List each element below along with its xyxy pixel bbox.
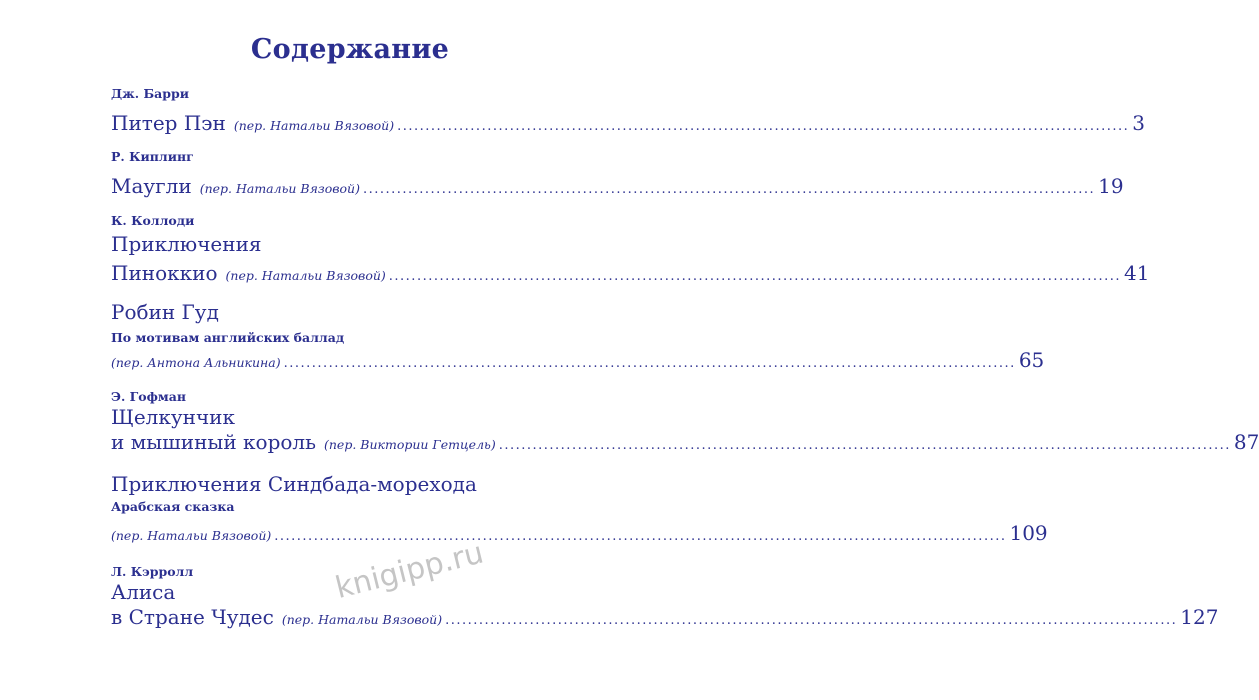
- entry-title: в Стране Чудес: [111, 605, 274, 629]
- entry-title: Питер Пэн: [111, 111, 226, 135]
- entry-page-number: 41: [1123, 261, 1150, 285]
- entry-translator: (пер. Натальи Вязовой): [199, 181, 360, 196]
- entry-author: Л. Кэрролл: [111, 564, 194, 579]
- leader-dots: ..................................................................................................................................: [397, 119, 1130, 134]
- toc-entry[interactable]: [111, 111, 1146, 137]
- watermark: knigipp.ru: [332, 535, 488, 606]
- entry-translator: (пер. Антона Альникина): [111, 355, 281, 370]
- entry-page-number: 3: [1132, 111, 1146, 135]
- entry-translator: (пер. Виктории Гетцель): [324, 437, 496, 452]
- entry-title: Пиноккио: [111, 261, 218, 285]
- toc-entry[interactable]: [111, 261, 1150, 287]
- entry-page-number: 127: [1180, 605, 1219, 629]
- entry-author: К. Коллоди: [111, 213, 195, 228]
- entry-author: Р. Киплинг: [111, 149, 194, 164]
- entry-title-line: Приключения: [111, 232, 262, 256]
- entry-translator: (пер. Натальи Вязовой): [225, 268, 386, 283]
- toc-entry[interactable]: [111, 521, 1048, 547]
- leader-dots: ..................................................................................................................................: [283, 356, 1016, 371]
- entry-subtitle: Арабская сказка: [111, 499, 235, 514]
- entry-title-line: Щелкунчик: [111, 405, 236, 429]
- entry-title-line: Робин Гуд: [111, 300, 219, 324]
- entry-title: и мышиный король: [111, 430, 316, 454]
- page-title: Содержание: [250, 34, 450, 65]
- entry-author: Дж. Барри: [111, 86, 189, 101]
- entry-page-number: 19: [1098, 174, 1124, 198]
- entry-translator: (пер. Натальи Вязовой): [233, 118, 395, 133]
- toc-entry[interactable]: [111, 348, 1045, 374]
- leader-dots: ..................................................................................................................................: [445, 613, 1178, 628]
- entry-translator: (пер. Натальи Вязовой): [281, 612, 443, 627]
- entry-subtitle: По мотивам английских баллад: [111, 330, 345, 345]
- leader-dots: ..................................................................................................................................: [498, 438, 1231, 453]
- leader-dots: ..................................................................................................................................: [362, 182, 1096, 197]
- leader-dots: ..................................................................................................................................: [274, 529, 1007, 544]
- entry-title-line: Алиса: [111, 580, 176, 604]
- entry-title: Маугли: [111, 174, 192, 198]
- entry-translator: (пер. Натальи Вязовой): [111, 528, 272, 543]
- toc-entry[interactable]: [111, 430, 1259, 456]
- entry-author: Э. Гофман: [111, 389, 186, 404]
- toc-entry[interactable]: [111, 605, 1219, 631]
- toc-entry[interactable]: [111, 174, 1124, 200]
- entry-page-number: 65: [1018, 348, 1045, 372]
- leader-dots: ..................................................................................................................................: [388, 269, 1121, 284]
- entry-title-line: Приключения Синдбада-морехода: [111, 472, 477, 496]
- entry-page-number: 109: [1009, 521, 1048, 545]
- entry-page-number: 87: [1233, 430, 1259, 454]
